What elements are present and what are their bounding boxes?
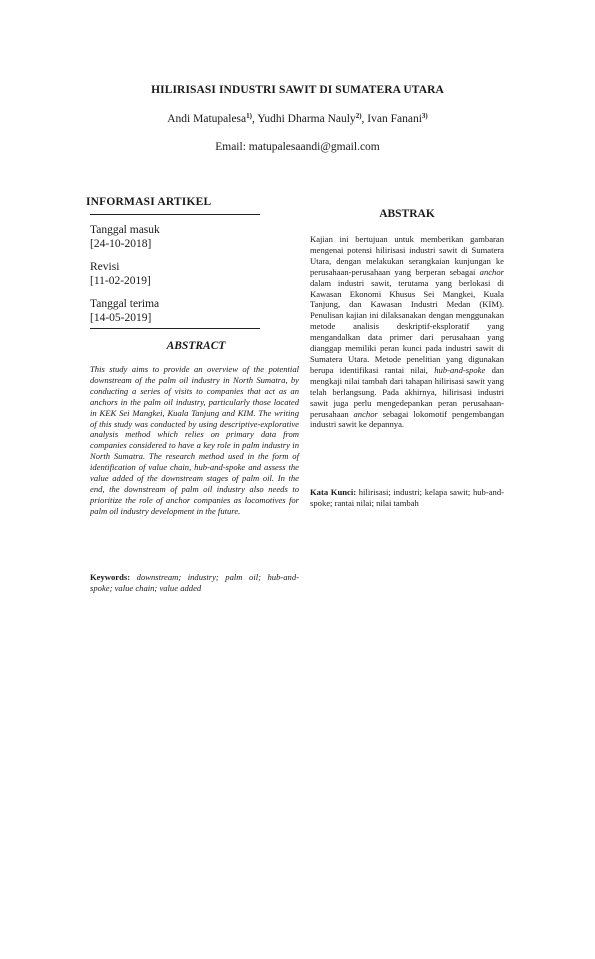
kata-kunci-text: hilirisasi; industri; kelapa sawit; hub-and-spoke; rantai nilai; nilai tambah xyxy=(310,487,504,508)
accepted-value: [14-05-2019] xyxy=(90,312,152,324)
author-affiliation-mark: 3) xyxy=(421,112,428,120)
author-separator: , xyxy=(251,113,258,125)
kata-kunci-label: Kata Kunci: xyxy=(310,487,357,497)
author-separator: , xyxy=(361,113,368,125)
accepted-label: Tanggal terima xyxy=(90,298,160,310)
author-list xyxy=(0,112,595,125)
author-name: Andi Matupalesa xyxy=(167,113,247,125)
abstrak-text xyxy=(310,234,504,430)
abstrak-text-part: sebagai lokomotif pengembangan industri sawit ke depannya. xyxy=(310,408,504,430)
abstrak-term-anchor: anchor xyxy=(479,266,504,277)
abstract-text: This study aims to provide an overview of the potential downstream of the palm oil industry in North Sumatra, by conducting a series of visits to companies that act as an anchors in the palm oil industry, particularly those located in KEK Sei Mangkei, Kuala Tanjung and KIM. The writing of this study was conducted by using descriptive-explorative analysis method which relies on primary data from companies considered to have a key role in palm industry in North Sumatra. The research method used in the form of identification of value chain, hub-and-spoke and assess the value added of the downstream stages of palm oil. In the end, the downstream of palm oil industry also needs to prioritize the role of anchor companies as locomotives for palm oil industry development in the future. xyxy=(90,364,299,516)
abstrak-term-anchor: anchor xyxy=(353,408,378,419)
revised-label: Revisi xyxy=(90,261,120,273)
abstrak-heading: ABSTRAK xyxy=(379,208,435,220)
keywords-text: downstream; industry; palm oil; hub-and-spoke; value chain; value added xyxy=(90,572,300,593)
abstrak-text-part: dalam industri sawit, terutama yang berlokasi di Kawasan Ekonomi Khusus Sei Mangkei, Kuala Tanjung, dan Kawasan Industri Medan (KIM). Penulisan kajian ini dilaksanakan dengan menggunakan metode analisis deskriptif-eksploratif yang mengandalkan data primer dari perusahaan yang dianggap memiliki peran kunci pada industri sawit di Sumatera Utara. Metode penelitian yang digunakan berupa identifikasi rantai nilai, xyxy=(310,277,504,375)
author-affiliation-mark: 2) xyxy=(355,112,362,120)
author-name: Ivan Fanani xyxy=(367,113,422,125)
author-name: Yudhi Dharma Nauly xyxy=(257,113,356,125)
accepted-date-block xyxy=(90,297,159,325)
revised-date-block xyxy=(90,260,151,288)
abstrak-text-part: dan mengkaji nilai tambah dari tahapan hilirisasi sawit yang telah berlangsung. Pada akhirnya, hilirisasi industri sawit juga perlu mengedepankan peran perusahaan-perusahaan xyxy=(310,364,505,419)
revised-value: [11-02-2019] xyxy=(90,275,151,287)
abstrak-term-hub-and-spoke: hub-and-spoke xyxy=(434,364,486,375)
abstract-heading: ABSTRACT xyxy=(166,340,226,352)
article-info-top-rule xyxy=(90,214,260,215)
received-date-block xyxy=(90,223,160,251)
article-info-heading: INFORMASI ARTIKEL xyxy=(86,196,212,208)
keywords-label: Keywords: xyxy=(90,572,131,582)
abstrak-text-part: Kajian ini bertujuan untuk memberikan gambaran mengenai potensi hilirisasi industri sawit di Sumatera Utara, dengan melakukan serangkaian kunjungan ke perusahaan-perusahaan yang berperan sebagai xyxy=(310,234,504,277)
author-affiliation-mark: 1) xyxy=(246,112,252,120)
article-info-bottom-rule xyxy=(90,328,260,329)
received-label: Tanggal masuk xyxy=(90,224,160,236)
author-email: Email: matupalesaandi@gmail.com xyxy=(215,141,380,153)
paper-title: HILIRISASI INDUSTRI SAWIT DI SUMATERA UTARA xyxy=(151,84,444,96)
keywords-en xyxy=(90,572,299,594)
keywords-id xyxy=(310,487,504,509)
received-value: [24-10-2018] xyxy=(90,238,152,250)
